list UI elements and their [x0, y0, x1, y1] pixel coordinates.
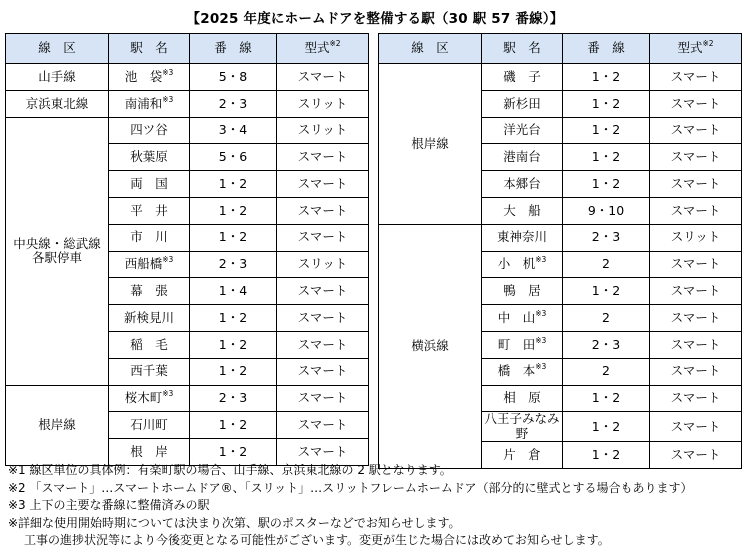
type-cell: スマート: [650, 442, 742, 469]
station-name: 鴨 居: [503, 283, 541, 299]
type-cell: スマート: [650, 117, 742, 144]
track-cell: 5・6: [190, 144, 277, 171]
station-name: 桜木町: [124, 390, 163, 406]
station-table-right: [378, 33, 742, 469]
type-cell: スマート: [277, 305, 369, 332]
type-cell: スリット: [650, 224, 742, 251]
track-cell: 1・2: [563, 442, 650, 469]
track-cell: 2・3: [190, 90, 277, 117]
type-cell: スリット: [277, 90, 369, 117]
track-cell: 1・2: [563, 64, 650, 91]
station-name: 東神奈川: [496, 229, 547, 245]
track-cell: 1・2: [190, 224, 277, 251]
type-cell: スマート: [277, 171, 369, 198]
station-cell: [109, 331, 190, 358]
track-cell: 1・2: [563, 412, 650, 442]
type-cell: スマート: [650, 64, 742, 91]
table-row: [379, 64, 742, 91]
footnote-2: ※2 「スマート」…スマートホームドア®、「スリット」…スリットフレームホームドア（部分的に壁式とする場合もあります）: [8, 480, 693, 495]
station-name: 石川町: [130, 417, 168, 433]
type-cell: スマート: [277, 64, 369, 91]
station-cell: [482, 224, 563, 251]
track-cell: 1・4: [190, 278, 277, 305]
footnote-4: ※詳細な使用開始時期については決まり次第、駅のポスターなどでお知らせします。: [8, 515, 461, 530]
station-name: 港南台: [503, 149, 541, 165]
type-cell: スマート: [277, 224, 369, 251]
station-note: ※3: [535, 255, 547, 265]
station-name: 洋光台: [503, 122, 541, 138]
station-name: 小 机: [497, 256, 536, 272]
station-cell: [109, 251, 190, 278]
track-cell: 2・3: [563, 331, 650, 358]
table-row: [6, 117, 369, 144]
station-name: 池 袋: [124, 68, 163, 84]
type-cell: スマート: [650, 90, 742, 117]
track-cell: 1・2: [190, 358, 277, 385]
station-cell: [109, 385, 190, 412]
line-name-cell: [379, 224, 482, 468]
track-cell: 1・2: [190, 439, 277, 466]
header-line: 線 区: [6, 34, 109, 64]
track-cell: 2: [563, 358, 650, 385]
track-cell: 1・2: [563, 278, 650, 305]
station-cell: [109, 358, 190, 385]
station-name: 西千葉: [130, 363, 168, 379]
track-cell: 1・2: [190, 197, 277, 224]
header-station: 駅 名: [482, 34, 563, 64]
station-cell: [482, 412, 563, 442]
track-cell: 9・10: [563, 197, 650, 224]
type-cell: スマート: [650, 331, 742, 358]
station-cell: [109, 90, 190, 117]
track-cell: 1・2: [190, 171, 277, 198]
header-track: 番 線: [563, 34, 650, 64]
station-name: 橋 本: [497, 363, 536, 379]
type-cell: スマート: [277, 385, 369, 412]
station-cell: [482, 144, 563, 171]
station-cell: [482, 305, 563, 332]
station-cell: [109, 278, 190, 305]
type-cell: スマート: [650, 171, 742, 198]
page-title: 【2025 年度にホームドアを整備する駅（30 駅 57 番線）】: [186, 11, 564, 27]
footnote-5: 工事の進捗状況等により今後変更となる可能性がございます。変更が生じた場合には改めてお知らせします。: [24, 533, 610, 547]
station-cell: [482, 385, 563, 412]
type-cell: スマート: [277, 197, 369, 224]
track-cell: 2・3: [190, 251, 277, 278]
station-name: 中 山: [497, 309, 536, 325]
header-type-label: 型式: [304, 40, 330, 56]
track-cell: 2: [563, 251, 650, 278]
station-cell: [109, 197, 190, 224]
header-type: [277, 34, 369, 64]
type-cell: スマート: [650, 251, 742, 278]
line-name-sub: 各駅停車: [31, 250, 82, 266]
header-type: [650, 34, 742, 64]
line-name-cell: [6, 385, 109, 465]
station-name: 町 田: [497, 336, 536, 352]
station-name: 本郷台: [503, 175, 541, 191]
type-cell: スマート: [650, 385, 742, 412]
track-cell: 1・2: [190, 305, 277, 332]
type-cell: スマート: [277, 439, 369, 466]
station-note: ※3: [162, 67, 174, 77]
track-cell: 5・8: [190, 64, 277, 91]
line-name: 中央線・総武線: [13, 235, 101, 251]
footnotes: [8, 462, 748, 550]
line-name: 京浜東北線: [25, 95, 89, 111]
type-cell: スマート: [277, 331, 369, 358]
line-name-cell: [6, 90, 109, 117]
header-type-note: ※2: [329, 39, 341, 49]
type-cell: スマート: [650, 197, 742, 224]
station-table-left: [5, 33, 369, 466]
type-cell: スマート: [650, 412, 742, 442]
station-name: 八王子みなみ野: [484, 411, 560, 441]
station-name: 大 船: [503, 202, 541, 218]
footnote-3: ※3 上下の主要な番線に整備済みの駅: [8, 498, 210, 512]
station-cell: [482, 117, 563, 144]
station-name: 両 国: [130, 175, 168, 191]
line-name: 根岸線: [411, 135, 449, 151]
station-note: ※3: [535, 308, 547, 318]
station-cell: [109, 64, 190, 91]
type-cell: スマート: [650, 305, 742, 332]
station-name: 平 井: [130, 202, 168, 218]
track-cell: 1・2: [190, 331, 277, 358]
station-note: ※3: [162, 389, 174, 399]
line-name-cell: [379, 64, 482, 225]
header-line: 線 区: [379, 34, 482, 64]
type-cell: スマート: [650, 278, 742, 305]
station-note: ※3: [162, 94, 174, 104]
station-name: 南浦和: [124, 95, 163, 111]
station-cell: [482, 331, 563, 358]
header-station: 駅 名: [109, 34, 190, 64]
station-cell: [482, 64, 563, 91]
track-cell: 3・4: [190, 117, 277, 144]
station-name: 市 川: [130, 229, 168, 245]
station-cell: [109, 224, 190, 251]
station-name: 相 原: [503, 390, 541, 406]
track-cell: 1・2: [563, 117, 650, 144]
station-name: 西船橋: [124, 256, 163, 272]
table-header-row: [379, 34, 742, 64]
type-cell: スマート: [277, 412, 369, 439]
track-cell: 1・2: [563, 144, 650, 171]
station-cell: [109, 412, 190, 439]
line-name: 根岸線: [38, 417, 76, 433]
track-cell: 2・3: [563, 224, 650, 251]
station-name: 磯 子: [503, 68, 541, 84]
type-cell: スマート: [277, 358, 369, 385]
table-row: [6, 64, 369, 91]
header-type-note: ※2: [702, 39, 714, 49]
station-note: ※3: [162, 255, 174, 265]
station-cell: [109, 117, 190, 144]
station-name: 稲 毛: [130, 336, 168, 352]
station-cell: [109, 305, 190, 332]
station-name: 新杉田: [503, 95, 541, 111]
type-cell: スマート: [650, 144, 742, 171]
station-note: ※3: [535, 335, 547, 345]
track-cell: 2・3: [190, 385, 277, 412]
station-name: 四ツ谷: [130, 122, 168, 138]
station-cell: [482, 278, 563, 305]
track-cell: 1・2: [563, 385, 650, 412]
line-name: 山手線: [38, 68, 76, 84]
table-row: [6, 385, 369, 412]
line-name-cell: [6, 117, 109, 385]
type-cell: スマート: [650, 358, 742, 385]
station-cell: [109, 171, 190, 198]
track-cell: 2: [563, 305, 650, 332]
table-row: [379, 224, 742, 251]
header-track: 番 線: [190, 34, 277, 64]
station-name: 片 倉: [503, 446, 541, 462]
station-name: 秋葉原: [130, 149, 168, 165]
line-name-cell: [6, 64, 109, 91]
track-cell: 1・2: [190, 412, 277, 439]
header-type-label: 型式: [677, 40, 703, 56]
track-cell: 1・2: [563, 90, 650, 117]
station-name: 幕 張: [130, 283, 168, 299]
station-cell: [482, 90, 563, 117]
station-cell: [482, 171, 563, 198]
line-name: 横浜線: [411, 338, 449, 354]
table-row: [6, 90, 369, 117]
footnote-1: ※1 線区単位の具体例：有楽町駅の場合、山手線、京浜東北線の 2 駅となります。: [8, 463, 452, 477]
type-cell: スマート: [277, 278, 369, 305]
type-cell: スリット: [277, 251, 369, 278]
track-cell: 1・2: [563, 171, 650, 198]
station-note: ※3: [535, 362, 547, 372]
type-cell: スマート: [277, 144, 369, 171]
station-cell: [482, 358, 563, 385]
type-cell: スリット: [277, 117, 369, 144]
station-cell: [482, 197, 563, 224]
table-header-row: [6, 34, 369, 64]
station-cell: [482, 251, 563, 278]
station-cell: [109, 144, 190, 171]
station-name: 根 岸: [130, 443, 168, 459]
station-name: 新検見川: [123, 309, 174, 325]
